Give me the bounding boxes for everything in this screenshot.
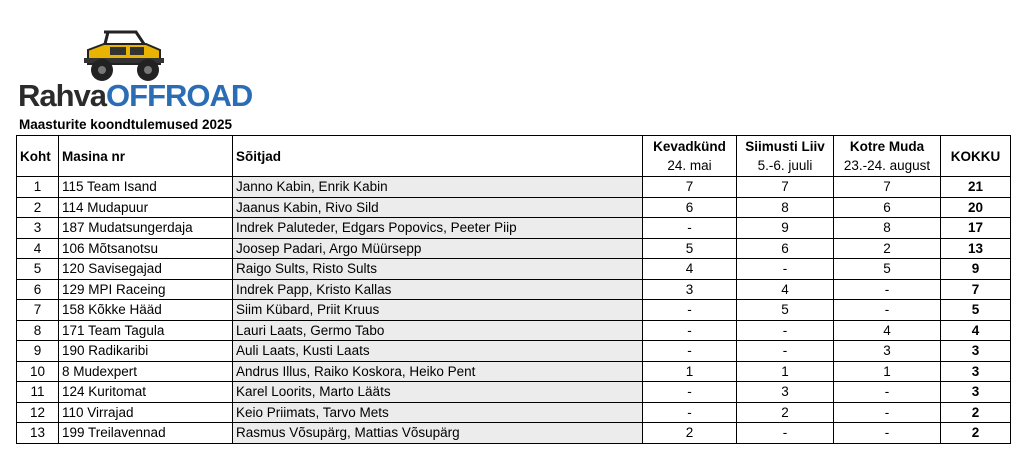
cell-koht: 10 xyxy=(17,361,59,382)
cell-koht: 6 xyxy=(17,279,59,300)
table-row xyxy=(17,361,1011,382)
cell-soitjad: Rasmus Võsupärg, Mattias Võsupärg xyxy=(233,423,643,444)
cell-event-1: 7 xyxy=(643,177,737,198)
cell-masina: 115 Team Isand xyxy=(59,177,233,198)
cell-event-2: 8 xyxy=(737,197,834,218)
cell-event-1: - xyxy=(643,341,737,362)
event-3-name: Kotre Muda xyxy=(849,139,925,154)
cell-kokku: 20 xyxy=(941,197,1011,218)
cell-event-2: 3 xyxy=(737,382,834,403)
cell-masina: 120 Savisegajad xyxy=(59,259,233,280)
cell-event-3: - xyxy=(834,402,941,423)
logo-word-offroad: OFFROAD xyxy=(106,78,253,113)
col-header-event-3 xyxy=(834,136,941,177)
col-header-event-1 xyxy=(643,136,737,177)
cell-masina: 8 Mudexpert xyxy=(59,361,233,382)
offroad-jeep-icon xyxy=(74,28,174,84)
cell-masina: 110 Virrajad xyxy=(59,402,233,423)
cell-event-2: - xyxy=(737,423,834,444)
cell-kokku: 21 xyxy=(941,177,1011,198)
cell-event-1: 3 xyxy=(643,279,737,300)
results-table xyxy=(16,135,1011,444)
cell-soitjad: Joosep Padari, Argo Müürsepp xyxy=(233,238,643,259)
table-row xyxy=(17,197,1011,218)
event-3-date: 23.-24. august xyxy=(843,158,931,173)
cell-event-3: - xyxy=(834,279,941,300)
cell-soitjad: Raigo Sults, Risto Sults xyxy=(233,259,643,280)
cell-event-2: 2 xyxy=(737,402,834,423)
cell-event-1: - xyxy=(643,382,737,403)
cell-event-1: 6 xyxy=(643,197,737,218)
cell-masina: 106 Mõtsanotsu xyxy=(59,238,233,259)
cell-masina: 114 Mudapuur xyxy=(59,197,233,218)
cell-koht: 12 xyxy=(17,402,59,423)
cell-event-2: 6 xyxy=(737,238,834,259)
table-row xyxy=(17,300,1011,321)
cell-masina: 124 Kuritomat xyxy=(59,382,233,403)
event-1-name: Kevadkünd xyxy=(653,139,726,154)
table-row xyxy=(17,238,1011,259)
col-header-soitjad: Sõitjad xyxy=(233,136,643,177)
cell-event-1: - xyxy=(643,320,737,341)
cell-event-1: 1 xyxy=(643,361,737,382)
cell-masina: 129 MPI Raceing xyxy=(59,279,233,300)
table-row xyxy=(17,402,1011,423)
cell-event-1: 4 xyxy=(643,259,737,280)
cell-event-3: 1 xyxy=(834,361,941,382)
cell-kokku: 3 xyxy=(941,341,1011,362)
cell-soitjad: Indrek Paluteder, Edgars Popovics, Peeter Piip xyxy=(233,218,643,239)
cell-soitjad: Siim Kübard, Priit Kruus xyxy=(233,300,643,321)
cell-soitjad: Jaanus Kabin, Rivo Sild xyxy=(233,197,643,218)
cell-event-2: 4 xyxy=(737,279,834,300)
cell-koht: 13 xyxy=(17,423,59,444)
cell-masina: 171 Team Tagula xyxy=(59,320,233,341)
cell-event-3: 2 xyxy=(834,238,941,259)
cell-event-3: 7 xyxy=(834,177,941,198)
table-row xyxy=(17,218,1011,239)
cell-soitjad: Keio Priimats, Tarvo Mets xyxy=(233,402,643,423)
cell-event-3: - xyxy=(834,382,941,403)
cell-event-3: 5 xyxy=(834,259,941,280)
cell-koht: 7 xyxy=(17,300,59,321)
cell-event-1: 2 xyxy=(643,423,737,444)
cell-soitjad: Lauri Laats, Germo Tabo xyxy=(233,320,643,341)
cell-event-2: - xyxy=(737,320,834,341)
table-row xyxy=(17,259,1011,280)
cell-event-2: 1 xyxy=(737,361,834,382)
cell-koht: 8 xyxy=(17,320,59,341)
cell-event-1: 5 xyxy=(643,238,737,259)
cell-soitjad: Karel Loorits, Marto Lääts xyxy=(233,382,643,403)
cell-soitjad: Janno Kabin, Enrik Kabin xyxy=(233,177,643,198)
cell-event-2: 9 xyxy=(737,218,834,239)
cell-masina: 199 Treilavennad xyxy=(59,423,233,444)
cell-kokku: 17 xyxy=(941,218,1011,239)
cell-kokku: 4 xyxy=(941,320,1011,341)
logo-wordmark xyxy=(18,80,252,112)
cell-event-1: - xyxy=(643,402,737,423)
table-row xyxy=(17,177,1011,198)
cell-kokku: 2 xyxy=(941,423,1011,444)
cell-event-2: 5 xyxy=(737,300,834,321)
cell-masina: 190 Radikaribi xyxy=(59,341,233,362)
cell-kokku: 2 xyxy=(941,402,1011,423)
cell-kokku: 5 xyxy=(941,300,1011,321)
cell-koht: 9 xyxy=(17,341,59,362)
table-header-row xyxy=(17,136,1011,177)
table-row xyxy=(17,423,1011,444)
cell-event-1: - xyxy=(643,218,737,239)
cell-masina: 187 Mudatsungerdaja xyxy=(59,218,233,239)
col-header-masina: Masina nr xyxy=(59,136,233,177)
table-row xyxy=(17,279,1011,300)
cell-koht: 11 xyxy=(17,382,59,403)
cell-masina: 158 Kõkke Hääd xyxy=(59,300,233,321)
cell-event-3: 8 xyxy=(834,218,941,239)
col-header-event-2 xyxy=(737,136,834,177)
cell-koht: 4 xyxy=(17,238,59,259)
cell-soitjad: Indrek Papp, Kristo Kallas xyxy=(233,279,643,300)
cell-kokku: 3 xyxy=(941,382,1011,403)
event-2-name: Siimusti Liiv xyxy=(745,139,825,154)
cell-event-3: - xyxy=(834,300,941,321)
cell-koht: 5 xyxy=(17,259,59,280)
cell-soitjad: Andrus Illus, Raiko Koskora, Heiko Pent xyxy=(233,361,643,382)
cell-event-3: 4 xyxy=(834,320,941,341)
cell-event-3: 6 xyxy=(834,197,941,218)
cell-kokku: 13 xyxy=(941,238,1011,259)
cell-event-3: 3 xyxy=(834,341,941,362)
cell-event-2: 7 xyxy=(737,177,834,198)
table-row xyxy=(17,382,1011,403)
cell-kokku: 3 xyxy=(941,361,1011,382)
event-2-date: 5.-6. juuli xyxy=(757,158,813,173)
cell-event-3: - xyxy=(834,423,941,444)
event-1-date: 24. mai xyxy=(667,158,712,173)
cell-koht: 2 xyxy=(17,197,59,218)
logo-word-rahva: Rahva xyxy=(18,78,107,113)
cell-event-2: - xyxy=(737,259,834,280)
cell-event-2: - xyxy=(737,341,834,362)
col-header-kokku: KOKKU xyxy=(941,136,1011,177)
rahva-offroad-logo xyxy=(18,28,253,113)
cell-soitjad: Auli Laats, Kusti Laats xyxy=(233,341,643,362)
table-row xyxy=(17,320,1011,341)
table-row xyxy=(17,341,1011,362)
page-title: Maasturite koondtulemused 2025 xyxy=(19,117,233,132)
col-header-koht: Koht xyxy=(17,136,59,177)
cell-kokku: 7 xyxy=(941,279,1011,300)
cell-koht: 3 xyxy=(17,218,59,239)
cell-koht: 1 xyxy=(17,177,59,198)
cell-kokku: 9 xyxy=(941,259,1011,280)
cell-event-1: - xyxy=(643,300,737,321)
